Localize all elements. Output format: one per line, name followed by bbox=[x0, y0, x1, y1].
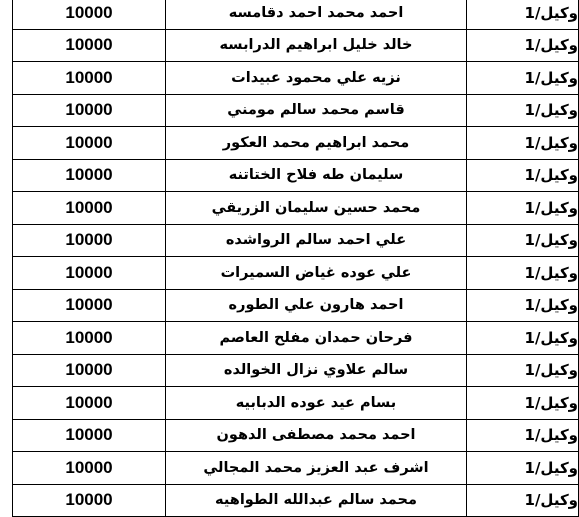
name-cell: فرحان حمدان مفلح العاصم bbox=[166, 322, 467, 355]
name-cell: احمد محمد احمد دقامسه bbox=[166, 0, 467, 29]
table-row bbox=[13, 452, 579, 485]
name-cell: سالم علاوي نزال الخوالده bbox=[166, 354, 467, 387]
personnel-amount-table bbox=[12, 0, 579, 517]
amount-cell: 10000 bbox=[13, 127, 166, 160]
rank-cell: وكيل/1 bbox=[467, 289, 579, 322]
rank-cell: وكيل/1 bbox=[467, 322, 579, 355]
name-cell: احمد محمد مصطفى الدهون bbox=[166, 419, 467, 452]
rank-cell: وكيل/1 bbox=[467, 484, 579, 517]
table-row bbox=[13, 127, 579, 160]
rank-cell: وكيل/1 bbox=[467, 452, 579, 485]
table-row bbox=[13, 159, 579, 192]
name-cell: خالد خليل ابراهيم الدرابسه bbox=[166, 29, 467, 62]
table-row bbox=[13, 192, 579, 225]
table-row bbox=[13, 354, 579, 387]
rank-cell: وكيل/1 bbox=[467, 419, 579, 452]
name-cell: اشرف عبد العزيز محمد المجالي bbox=[166, 452, 467, 485]
amount-cell: 10000 bbox=[13, 224, 166, 257]
rank-cell: وكيل/1 bbox=[467, 94, 579, 127]
amount-cell: 10000 bbox=[13, 419, 166, 452]
rank-cell: وكيل/1 bbox=[467, 257, 579, 290]
amount-cell: 10000 bbox=[13, 0, 166, 29]
rank-cell: وكيل/1 bbox=[467, 62, 579, 95]
name-cell: قاسم محمد سالم مومني bbox=[166, 94, 467, 127]
table-row bbox=[13, 224, 579, 257]
amount-cell: 10000 bbox=[13, 289, 166, 322]
rank-cell: وكيل/1 bbox=[467, 159, 579, 192]
rank-cell: وكيل/1 bbox=[467, 387, 579, 420]
name-cell: احمد هارون علي الطوره bbox=[166, 289, 467, 322]
table-row bbox=[13, 62, 579, 95]
amount-cell: 10000 bbox=[13, 29, 166, 62]
table-row bbox=[13, 387, 579, 420]
name-cell: محمد حسين سليمان الزريقي bbox=[166, 192, 467, 225]
amount-cell: 10000 bbox=[13, 452, 166, 485]
amount-cell: 10000 bbox=[13, 322, 166, 355]
name-cell: محمد ابراهيم محمد العكور bbox=[166, 127, 467, 160]
amount-cell: 10000 bbox=[13, 387, 166, 420]
name-cell: محمد سالم عبدالله الطواهيه bbox=[166, 484, 467, 517]
table-body bbox=[13, 0, 579, 517]
amount-cell: 10000 bbox=[13, 192, 166, 225]
rank-cell: وكيل/1 bbox=[467, 0, 579, 29]
rank-cell: وكيل/1 bbox=[467, 224, 579, 257]
rank-cell: وكيل/1 bbox=[467, 127, 579, 160]
rank-cell: وكيل/1 bbox=[467, 29, 579, 62]
table-row bbox=[13, 29, 579, 62]
amount-cell: 10000 bbox=[13, 159, 166, 192]
table-row bbox=[13, 289, 579, 322]
name-cell: علي احمد سالم الرواشده bbox=[166, 224, 467, 257]
name-cell: نزيه علي محمود عبيدات bbox=[166, 62, 467, 95]
name-cell: سليمان طه فلاح الختاتنه bbox=[166, 159, 467, 192]
table-row bbox=[13, 0, 579, 29]
table-row bbox=[13, 257, 579, 290]
table-row bbox=[13, 322, 579, 355]
table-row bbox=[13, 94, 579, 127]
amount-cell: 10000 bbox=[13, 354, 166, 387]
rank-cell: وكيل/1 bbox=[467, 192, 579, 225]
table-row bbox=[13, 419, 579, 452]
name-cell: بسام عيد عوده الدبابيه bbox=[166, 387, 467, 420]
rank-cell: وكيل/1 bbox=[467, 354, 579, 387]
amount-cell: 10000 bbox=[13, 62, 166, 95]
amount-cell: 10000 bbox=[13, 94, 166, 127]
amount-cell: 10000 bbox=[13, 484, 166, 517]
name-cell: علي عوده غياض السميرات bbox=[166, 257, 467, 290]
table-row bbox=[13, 484, 579, 517]
amount-cell: 10000 bbox=[13, 257, 166, 290]
